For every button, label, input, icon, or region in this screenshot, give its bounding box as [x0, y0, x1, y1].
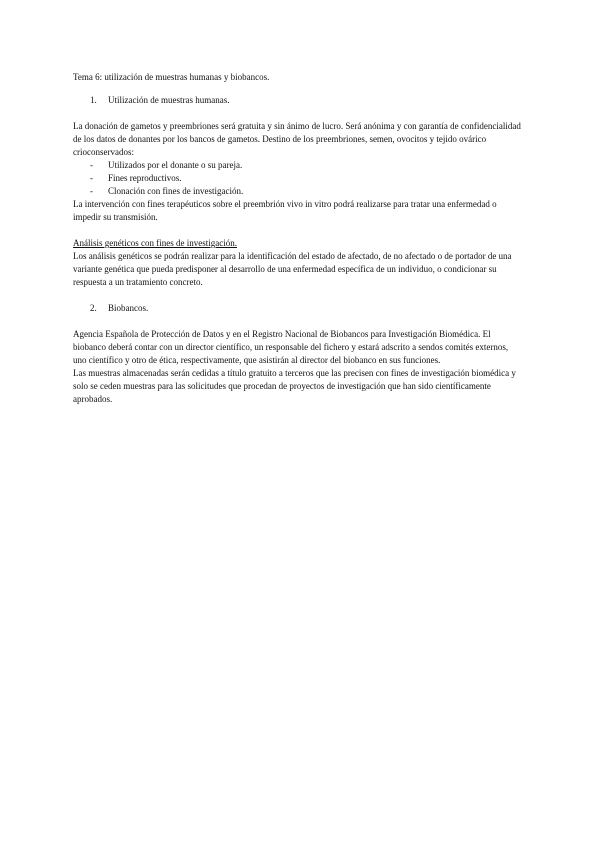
- section-number: 1.: [90, 95, 97, 105]
- list-item-text: Utilizados por el donante o su pareja.: [108, 160, 243, 170]
- section-title: Utilización de muestras humanas.: [108, 95, 230, 105]
- spacer: [73, 84, 521, 94]
- document-body: [73, 71, 521, 406]
- list-marker: -: [90, 173, 93, 183]
- paragraph-donation: La donación de gametos y preembriones será gratuita y sin ánimo de lucro. Será anónima y con garantía de confidencialidad de los datos de donantes por los bancos de gametos. Destino de los preembriones, semen, ovocitos y tejido ovárico crioconservados:: [73, 121, 521, 157]
- destination-list: [73, 159, 521, 198]
- paragraph-genetic-analysis: Los análisis genéticos se podrán realizar para la identificación del estado de afectado, de no afectado o de portador de una variante genética que pueda predisponer al desarrollo de una enfermedad específica de un individuo, o condicionar su respuesta a un tratamiento concreto.: [73, 251, 512, 287]
- list-item: [73, 185, 521, 198]
- paragraph-intervention: La intervención con fines terapéuticos sobre el preembrión vivo in vitro podrá realizarse para tratar una enfermedad o impedir su transmisión.: [73, 199, 497, 222]
- list-marker: -: [90, 160, 93, 170]
- spacer: [73, 289, 521, 302]
- list-item: [73, 159, 521, 172]
- list-item-text: Clonación con fines de investigación.: [108, 186, 244, 196]
- section-heading-2: [73, 302, 521, 315]
- list-item-text: Fines reproductivos.: [108, 173, 182, 183]
- subheading-genetic-analysis: Análisis genéticos con fines de investigación.: [73, 238, 237, 248]
- paragraph-sample-cession: Las muestras almacenadas serán cedidas a título gratuito a terceros que las precisen con fines de investigación biomédica y solo se ceden muestras para las solicitudes que procedan de proyectos de investigación que han sido científicamente aprobados.: [73, 368, 516, 404]
- paragraph-biobank-registry: Agencia Española de Protección de Datos y en el Registro Nacional de Biobancos para Investigación Biomédica. El biobanco deberá contar con un director científico, un responsable del fichero y estará adscrito a sendos comités externos, uno científico y otro de ética, respectivamente, que asistirán al director del biobanco en sus funciones.: [73, 329, 509, 365]
- section-number: 2.: [90, 303, 97, 313]
- topic-title: Tema 6: utilización de muestras humanas y biobancos.: [73, 72, 270, 82]
- spacer: [73, 315, 521, 328]
- section-heading-1: [73, 94, 521, 107]
- spacer: [73, 224, 521, 237]
- list-item: [73, 172, 521, 185]
- section-title: Biobancos.: [108, 303, 149, 313]
- list-marker: -: [90, 186, 93, 196]
- spacer: [73, 107, 521, 120]
